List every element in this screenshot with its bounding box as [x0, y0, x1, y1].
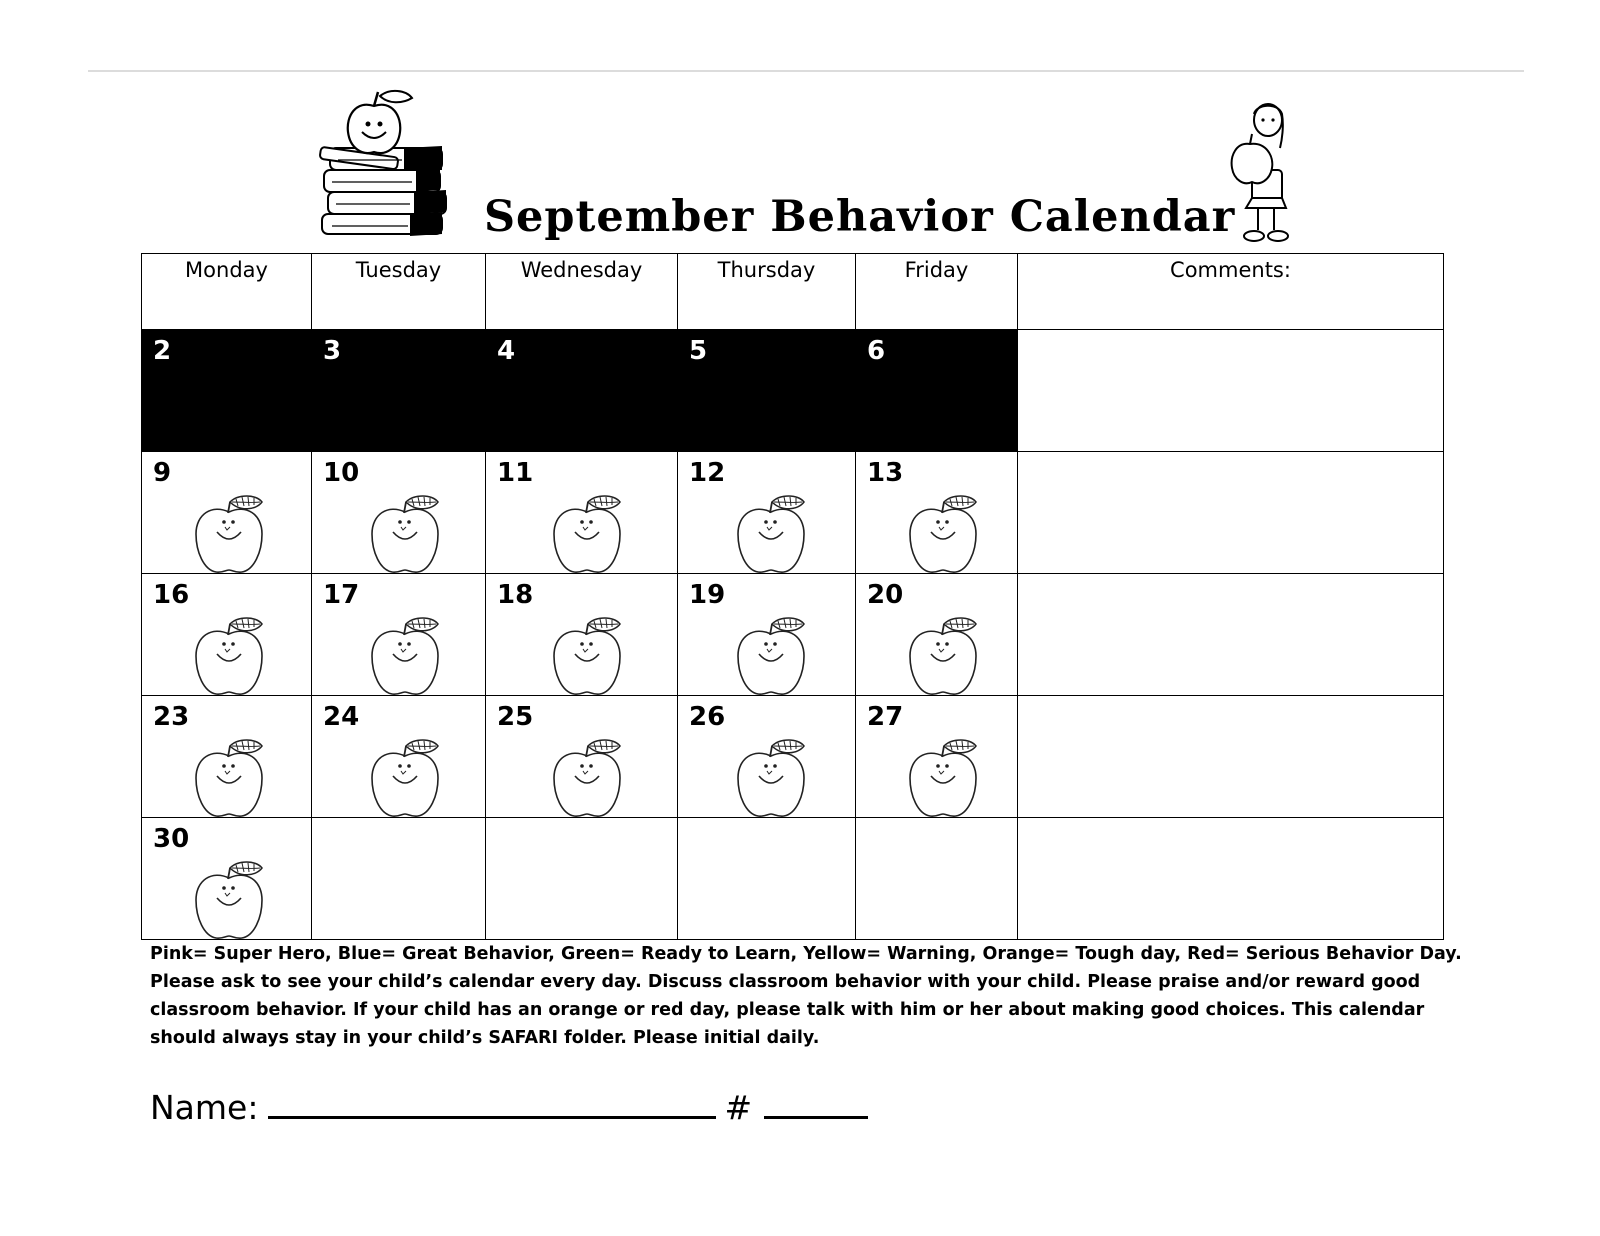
- day-number: 25: [497, 702, 534, 732]
- name-label: Name:: [150, 1088, 259, 1127]
- girl-holding-apple-clipart: [1230, 100, 1296, 248]
- apple-icon: [190, 736, 268, 820]
- apple-icon: [366, 492, 444, 576]
- calendar-week-row: [142, 696, 1444, 818]
- day-number: 2: [153, 336, 172, 366]
- day-number: 23: [153, 702, 190, 732]
- day-number: 20: [867, 580, 904, 610]
- day-number: 17: [323, 580, 360, 610]
- day-cell: [678, 330, 856, 452]
- apple-icon: [732, 736, 810, 820]
- day-number: 18: [497, 580, 534, 610]
- number-blank-line: [764, 1088, 868, 1119]
- day-number: 3: [323, 336, 342, 366]
- apple-on-books-clipart: [318, 86, 468, 246]
- comments-cell: [1018, 452, 1444, 574]
- day-cell: [678, 574, 856, 696]
- column-header-monday: Monday: [142, 254, 312, 330]
- day-number: 6: [867, 336, 886, 366]
- apple-icon: [548, 492, 626, 576]
- day-cell: [142, 574, 312, 696]
- calendar-week-row: [142, 330, 1444, 452]
- column-header-wednesday: Wednesday: [486, 254, 678, 330]
- day-number: 9: [153, 458, 172, 488]
- name-entry-row: [150, 1088, 868, 1127]
- comments-cell: [1018, 696, 1444, 818]
- apple-icon: [548, 614, 626, 698]
- apple-icon: [190, 614, 268, 698]
- day-cell: [856, 696, 1018, 818]
- day-number: 10: [323, 458, 360, 488]
- day-cell: [678, 452, 856, 574]
- comments-cell: [1018, 574, 1444, 696]
- day-cell: [856, 452, 1018, 574]
- day-cell: [678, 818, 856, 940]
- day-cell: [486, 452, 678, 574]
- apple-icon: [190, 492, 268, 576]
- apple-icon: [366, 614, 444, 698]
- legend-colors: Pink= Super Hero, Blue= Great Behavior, Green= Ready to Learn, Yellow= Warning, Orange= Tough day, Red= Serious Behavior Day.: [150, 944, 1462, 964]
- behavior-calendar: [141, 253, 1444, 940]
- column-header-thursday: Thursday: [678, 254, 856, 330]
- day-number: 16: [153, 580, 190, 610]
- day-cell: [142, 330, 312, 452]
- apple-icon: [904, 736, 982, 820]
- day-number: 5: [689, 336, 708, 366]
- day-cell: [856, 330, 1018, 452]
- page-divider: [88, 70, 1524, 72]
- day-cell: [312, 818, 486, 940]
- legend-instructions: Please ask to see your child’s calendar every day. Discuss classroom behavior with your child. Please praise and/or reward good classroom behavior. If your child has an orange or red day, please talk with him or her about making good choices. This calendar should always stay in your child’s SAFARI folder. Please initial daily.: [150, 972, 1425, 1048]
- day-cell: [856, 574, 1018, 696]
- day-number: 4: [497, 336, 516, 366]
- day-number: 12: [689, 458, 726, 488]
- day-number: 27: [867, 702, 904, 732]
- day-number: 11: [497, 458, 534, 488]
- page-title: September Behavior Calendar: [484, 192, 1236, 242]
- apple-icon: [732, 614, 810, 698]
- day-cell: [142, 696, 312, 818]
- day-number: 26: [689, 702, 726, 732]
- calendar-week-row: [142, 818, 1444, 940]
- apple-icon: [548, 736, 626, 820]
- day-number: 24: [323, 702, 360, 732]
- apple-icon: [366, 736, 444, 820]
- apple-icon: [904, 492, 982, 576]
- name-blank-line: [268, 1088, 716, 1119]
- column-header-friday: Friday: [856, 254, 1018, 330]
- day-cell: [678, 696, 856, 818]
- day-number: 13: [867, 458, 904, 488]
- day-cell: [142, 452, 312, 574]
- day-cell: [486, 574, 678, 696]
- calendar-header-row: [142, 254, 1444, 330]
- column-header-tuesday: Tuesday: [312, 254, 486, 330]
- day-number: 19: [689, 580, 726, 610]
- comments-cell: [1018, 818, 1444, 940]
- calendar-week-row: [142, 574, 1444, 696]
- day-cell: [312, 696, 486, 818]
- day-number: 30: [153, 824, 190, 854]
- calendar-week-row: [142, 452, 1444, 574]
- day-cell: [142, 818, 312, 940]
- apple-icon: [732, 492, 810, 576]
- apple-icon: [904, 614, 982, 698]
- day-cell: [312, 574, 486, 696]
- day-cell: [312, 452, 486, 574]
- apple-icon: [190, 858, 268, 942]
- day-cell: [312, 330, 486, 452]
- number-label: #: [724, 1088, 753, 1127]
- day-cell: [486, 818, 678, 940]
- comments-cell: [1018, 330, 1444, 452]
- color-legend: [150, 940, 1470, 1052]
- column-header-comments: Comments:: [1018, 254, 1444, 330]
- day-cell: [486, 330, 678, 452]
- day-cell: [486, 696, 678, 818]
- day-cell: [856, 818, 1018, 940]
